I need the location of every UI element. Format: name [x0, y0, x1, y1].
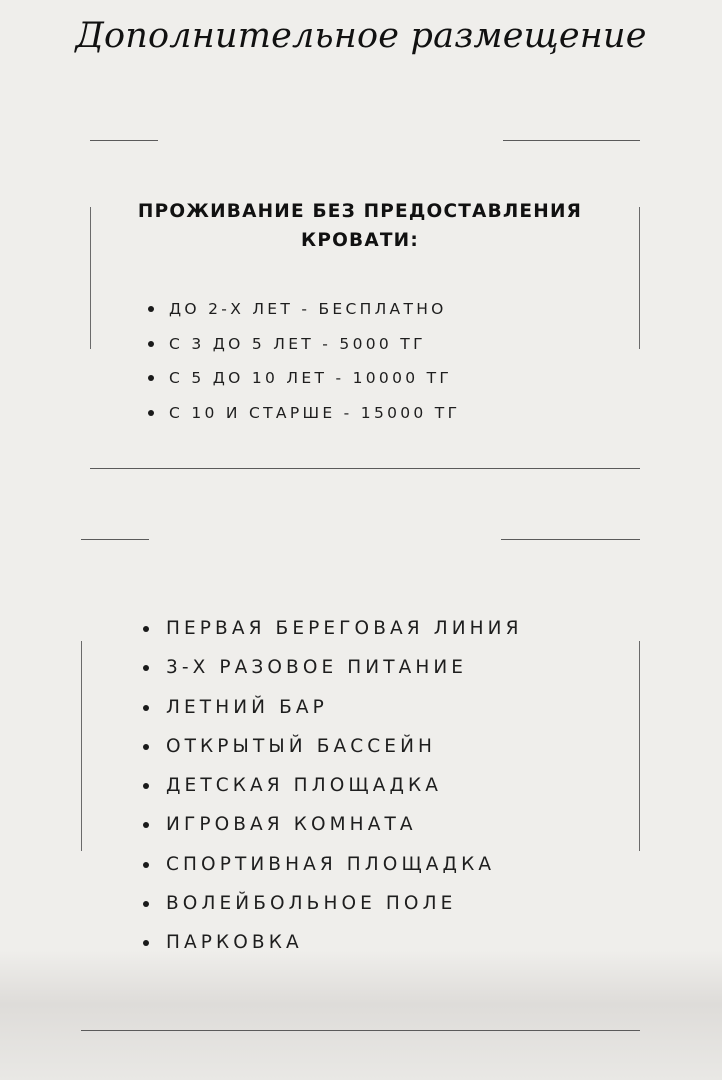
amenities-list	[143, 614, 523, 968]
bullet-icon	[148, 410, 154, 416]
list-item-label: ОТКРЫТЫЙ БАССЕЙН	[166, 735, 437, 757]
section2-top-left-divider	[81, 539, 149, 540]
list-item	[143, 810, 523, 849]
section1-left-border	[90, 207, 91, 349]
bullet-icon	[143, 705, 149, 711]
list-item-label: С 3 ДО 5 ЛЕТ - 5000 ТГ	[169, 334, 426, 353]
bullet-icon	[143, 744, 149, 750]
list-item-label: С 10 И СТАРШЕ - 15000 ТГ	[169, 403, 461, 422]
list-item-label: ПЕРВАЯ БЕРЕГОВАЯ ЛИНИЯ	[166, 618, 523, 639]
list-item	[148, 400, 460, 435]
bullet-icon	[148, 306, 154, 312]
section1-heading: ПРОЖИВАНИЕ БЕЗ ПРЕДОСТАВЛЕНИЯ КРОВАТИ:	[137, 201, 583, 251]
list-item-label: ВОЛЕЙБОЛЬНОЕ ПОЛЕ	[166, 893, 457, 915]
bullet-icon	[148, 375, 154, 381]
section2-top-right-divider	[501, 539, 640, 540]
bullet-icon	[143, 822, 149, 828]
list-item	[143, 732, 523, 771]
list-item	[148, 296, 460, 331]
list-item-label: ПАРКОВКА	[166, 932, 303, 954]
list-item	[143, 614, 523, 653]
list-item-label: ДО 2-Х ЛЕТ - БЕСПЛАТНО	[169, 300, 447, 318]
section1-top-left-divider	[90, 140, 158, 141]
list-item	[148, 365, 460, 400]
list-item-label: 3-Х РАЗОВОЕ ПИТАНИЕ	[166, 657, 468, 679]
list-item	[143, 653, 523, 692]
pricing-list	[148, 296, 460, 434]
list-item	[143, 889, 523, 928]
list-item	[143, 771, 523, 810]
bullet-icon	[143, 783, 149, 789]
bullet-icon	[143, 901, 149, 907]
section1-bottom-divider	[90, 468, 640, 469]
section1-top-right-divider	[503, 140, 640, 141]
bullet-icon	[143, 626, 149, 632]
list-item	[143, 850, 523, 889]
list-item-label: СПОРТИВНАЯ ПЛОЩАДКА	[166, 853, 496, 875]
list-item-label: ДЕТСКАЯ ПЛОЩАДКА	[166, 775, 443, 797]
bullet-icon	[143, 665, 149, 671]
section2-right-border	[639, 641, 640, 851]
list-item	[148, 331, 460, 366]
bullet-icon	[143, 862, 149, 868]
bullet-icon	[148, 341, 154, 347]
list-item-label: ЛЕТНИЙ БАР	[166, 696, 328, 718]
list-item	[143, 693, 523, 732]
page-title: Дополнительное размещение	[75, 16, 647, 56]
list-item-label: ИГРОВАЯ КОМНАТА	[166, 814, 417, 836]
section2-bottom-divider	[81, 1030, 640, 1031]
list-item-label: С 5 ДО 10 ЛЕТ - 10000 ТГ	[169, 369, 453, 387]
bullet-icon	[143, 940, 149, 946]
section2-left-border	[81, 641, 82, 851]
section1-right-border	[639, 207, 640, 349]
list-item	[143, 928, 523, 967]
